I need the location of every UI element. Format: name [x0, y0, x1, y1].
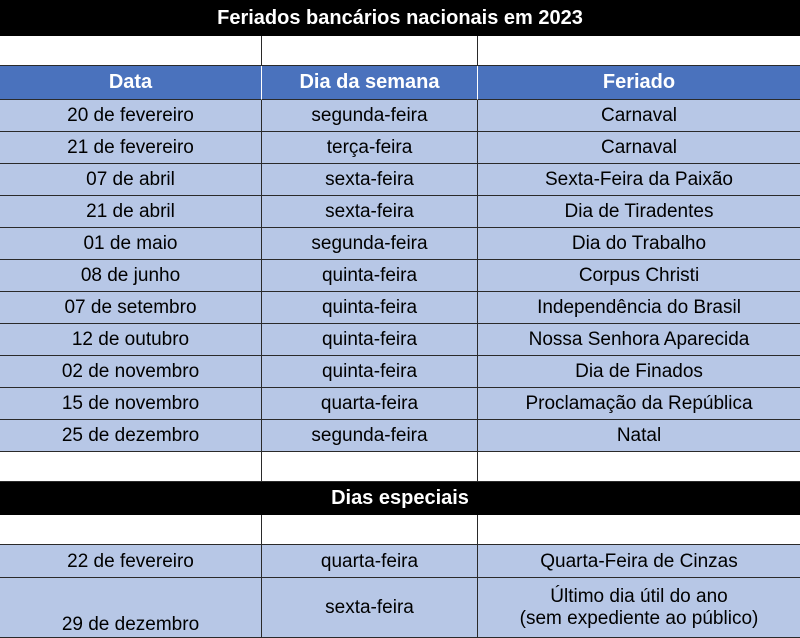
weekday-cell[interactable]: quinta-feira — [262, 324, 478, 356]
blank-cell[interactable] — [0, 452, 262, 482]
holiday-line-2: (sem expediente ao público) — [519, 607, 759, 629]
date-cell[interactable]: 12 de outubro — [0, 324, 262, 356]
date-cell[interactable]: 01 de maio — [0, 228, 262, 260]
holiday-cell[interactable]: Independência do Brasil — [478, 292, 800, 324]
holiday-cell[interactable]: Dia do Trabalho — [478, 228, 800, 260]
blank-cell[interactable] — [478, 452, 800, 482]
date-cell[interactable]: 25 de dezembro — [0, 420, 262, 452]
special-days-banner: Dias especiais — [0, 482, 800, 515]
table-row — [0, 228, 800, 260]
holiday-cell[interactable]: Dia de Finados — [478, 356, 800, 388]
holiday-cell[interactable]: Carnaval — [478, 132, 800, 164]
table-row — [0, 164, 800, 196]
blank-cell[interactable] — [262, 515, 478, 545]
holiday-cell[interactable]: Quarta-Feira de Cinzas — [478, 545, 800, 578]
holiday-line-1: Último dia útil do ano — [550, 585, 728, 607]
blank-row — [0, 36, 800, 66]
blank-cell[interactable] — [262, 36, 478, 66]
weekday-cell[interactable]: segunda-feira — [262, 420, 478, 452]
table-row — [0, 196, 800, 228]
weekday-cell[interactable]: quarta-feira — [262, 545, 478, 578]
date-cell[interactable]: 07 de abril — [0, 164, 262, 196]
weekday-cell[interactable]: quarta-feira — [262, 388, 478, 420]
holiday-cell[interactable]: Dia de Tiradentes — [478, 196, 800, 228]
title-banner: Feriados bancários nacionais em 2023 — [0, 0, 800, 36]
table-row — [0, 578, 800, 638]
table-row — [0, 324, 800, 356]
date-cell[interactable]: 20 de fevereiro — [0, 100, 262, 132]
date-cell[interactable]: 22 de fevereiro — [0, 545, 262, 578]
holiday-cell[interactable]: Nossa Senhora Aparecida — [478, 324, 800, 356]
blank-row — [0, 452, 800, 482]
column-header-date[interactable]: Data — [0, 66, 262, 100]
holiday-cell[interactable] — [478, 578, 800, 638]
date-cell[interactable]: 07 de setembro — [0, 292, 262, 324]
column-header-weekday[interactable]: Dia da semana — [262, 66, 478, 100]
table-row — [0, 545, 800, 578]
holiday-cell[interactable]: Corpus Christi — [478, 260, 800, 292]
weekday-cell[interactable]: terça-feira — [262, 132, 478, 164]
weekday-cell[interactable]: segunda-feira — [262, 228, 478, 260]
blank-row — [0, 515, 800, 545]
table-row — [0, 388, 800, 420]
blank-cell[interactable] — [478, 36, 800, 66]
blank-cell[interactable] — [262, 452, 478, 482]
table-row — [0, 292, 800, 324]
column-header-holiday[interactable]: Feriado — [478, 66, 800, 100]
date-cell[interactable]: 21 de fevereiro — [0, 132, 262, 164]
weekday-cell[interactable]: segunda-feira — [262, 100, 478, 132]
table-row — [0, 100, 800, 132]
holiday-cell[interactable]: Proclamação da República — [478, 388, 800, 420]
date-cell[interactable]: 02 de novembro — [0, 356, 262, 388]
weekday-cell[interactable]: sexta-feira — [262, 164, 478, 196]
date-cell[interactable]: 08 de junho — [0, 260, 262, 292]
holiday-cell[interactable]: Carnaval — [478, 100, 800, 132]
weekday-cell[interactable]: quinta-feira — [262, 292, 478, 324]
table-row — [0, 420, 800, 452]
table-row — [0, 260, 800, 292]
header-row — [0, 66, 800, 100]
date-cell[interactable]: 21 de abril — [0, 196, 262, 228]
holiday-cell[interactable]: Sexta-Feira da Paixão — [478, 164, 800, 196]
holiday-cell[interactable]: Natal — [478, 420, 800, 452]
weekday-cell[interactable]: quinta-feira — [262, 356, 478, 388]
table-row — [0, 356, 800, 388]
blank-cell[interactable] — [0, 36, 262, 66]
blank-cell[interactable] — [478, 515, 800, 545]
table-row — [0, 132, 800, 164]
date-cell[interactable]: 29 de dezembro — [0, 578, 262, 638]
weekday-cell[interactable]: quinta-feira — [262, 260, 478, 292]
date-cell[interactable]: 15 de novembro — [0, 388, 262, 420]
weekday-cell[interactable]: sexta-feira — [262, 196, 478, 228]
blank-cell[interactable] — [0, 515, 262, 545]
weekday-cell[interactable]: sexta-feira — [262, 578, 478, 638]
